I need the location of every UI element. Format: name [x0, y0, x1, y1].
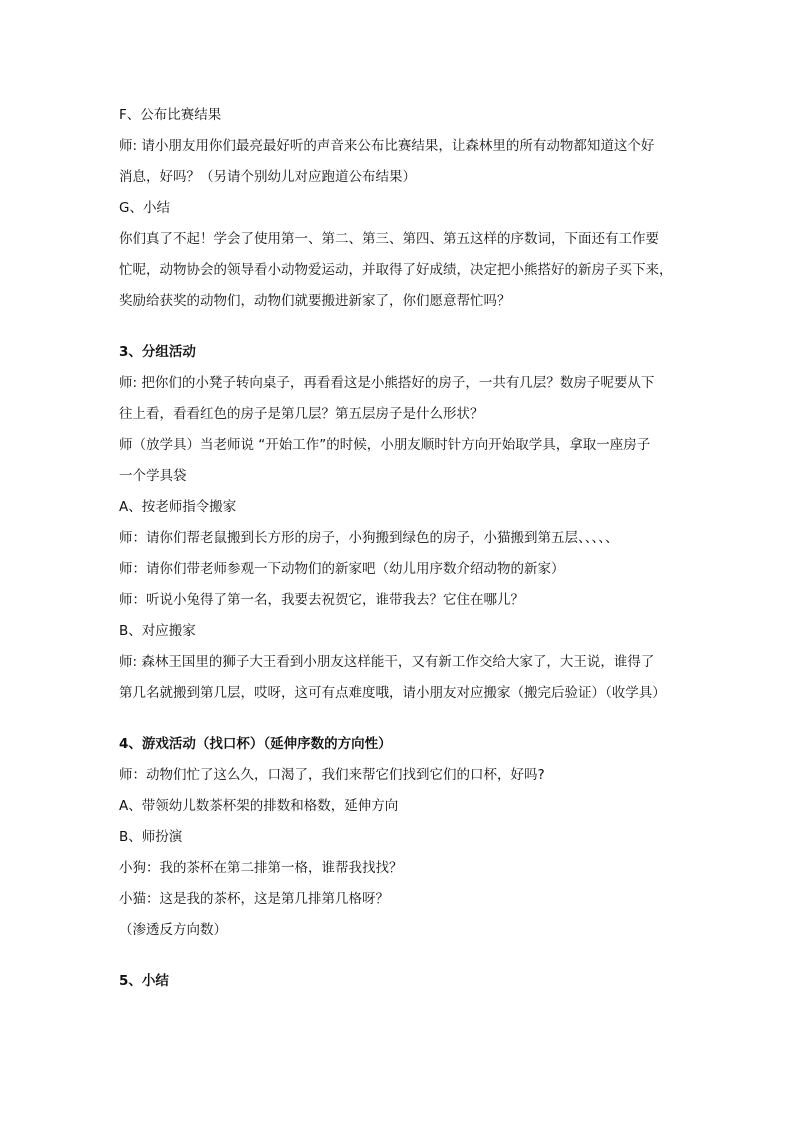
section-g-title: G、小结 — [119, 200, 170, 216]
section-gap — [119, 317, 679, 337]
sub-item-title: B、对应搬家 — [119, 623, 196, 639]
document-page — [119, 100, 679, 997]
sub-item-title: B、师扮演 — [119, 829, 183, 845]
paragraph-line: 奖励给获奖的动物们，动物们就要搬进新家了，你们愿意帮忙吗？ — [119, 293, 511, 309]
paragraph-line: 师: 把你们的小凳子转向桌子，再看看这是小熊搭好的房子，一共有几层？数房子呢要从下 — [119, 375, 655, 391]
paragraph-line: 师: 请小朋友用你们最亮最好听的声音来公布比赛结果，让森林里的所有动物都知道这个好 — [119, 138, 655, 154]
section-f-title: F、公布比赛结果 — [119, 107, 222, 123]
section-3-heading: 3、分组活动 — [119, 344, 196, 360]
paragraph-line: 师：听说小兔得了第一名，我要去祝贺它，谁带我去？它住在哪儿？ — [119, 592, 524, 608]
section-4-heading: 4、游戏活动（找口杯）（延伸序数的方向性） — [119, 736, 392, 752]
sub-item-title: A、按老师指令搬家 — [119, 499, 237, 515]
paragraph-line: 忙呢，动物协会的领导看小动物爱运动，并取得了好成绩，决定把小熊搭好的新房子买下来， — [119, 262, 673, 278]
paragraph-line: 一个学具袋 — [119, 468, 187, 484]
paragraph-line: 师: 森林王国里的狮子大王看到小朋友这样能干，又有新工作交给大家了，大王说，谁得了 — [119, 654, 655, 670]
paragraph-line: 第几名就搬到第几层，哎呀，这可有点难度哦，请小朋友对应搬家（搬完后验证）（收学具） — [119, 685, 666, 701]
paragraph-line: 师：请你们带老师参观一下动物们的新家吧（幼儿用序数介绍动物的新家） — [119, 561, 565, 577]
paragraph-line: 小狗：我的茶杯在第二排第一格，谁帮我找找？ — [119, 860, 403, 876]
sub-item-title: A、带领幼儿数茶杯架的排数和格数，延伸方向 — [119, 798, 399, 814]
paragraph-line: 往上看，看看红色的房子是第几层？第五层房子是什么形状？ — [119, 406, 484, 422]
section-gap — [119, 946, 679, 966]
paragraph-line: 你们真了不起！学会了使用第一、第二、第三、第四、第五这样的序数词，下面还有工作要 — [119, 231, 659, 247]
paragraph-line: 师：请你们帮老鼠搬到长方形的房子，小狗搬到绿色的房子，小猫搬到第五层、、、、、 — [119, 530, 619, 546]
section-gap — [119, 709, 679, 729]
paragraph-line: （渗透反方向数） — [119, 922, 227, 938]
section-5-heading: 5、小结 — [119, 973, 169, 989]
paragraph-line: 消息，好吗？（另请个别幼儿对应跑道公布结果） — [119, 169, 416, 185]
paragraph-line: 师（放学具）当老师说 “开始工作”的时候，小朋友顺时针方向开始取学具，拿取一座房子 — [119, 437, 651, 453]
paragraph-line: 小猫：这是我的茶杯，这是第几排第几格呀？ — [119, 891, 389, 907]
paragraph-line: 师：动物们忙了这么久，口渴了，我们来帮它们找到它们的口杯，好吗? — [119, 767, 545, 783]
